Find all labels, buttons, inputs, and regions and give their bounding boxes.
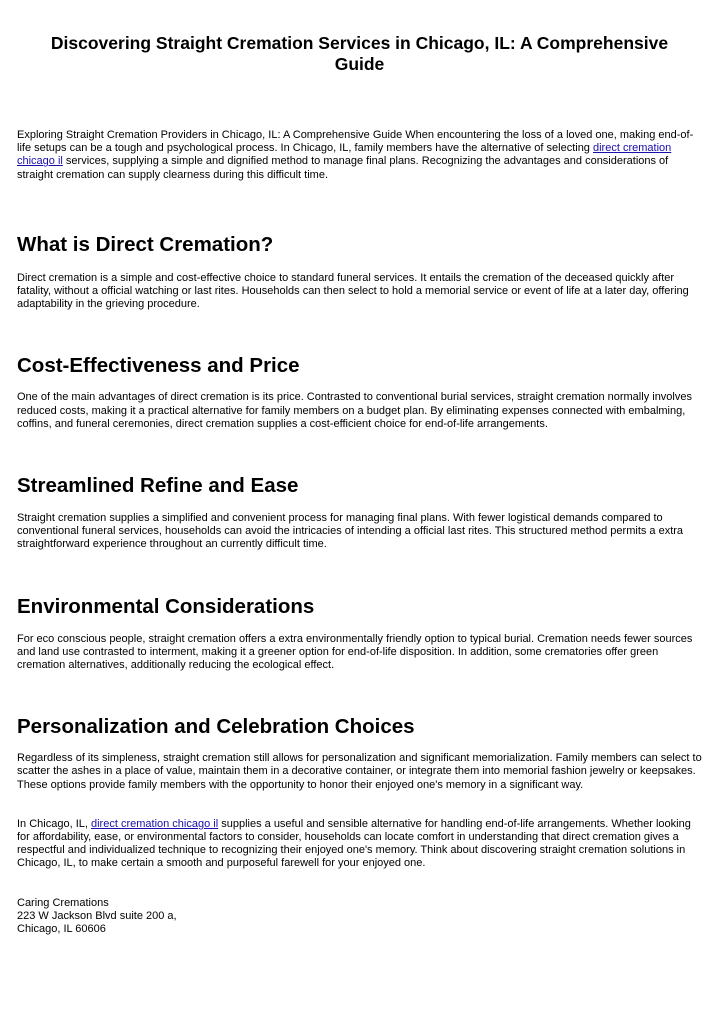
- intro-text-before-link: Exploring Straight Cremation Providers in Chicago, IL: A Comprehensive Guide When encountering the loss of a loved one, making end-of-life setups can be a tough and psychological process. In Chicago, IL, family members have the alternative of selecting: [17, 129, 694, 155]
- intro-link[interactable]: direct cremation chicago il: [17, 142, 672, 168]
- section-heading-personalization: Personalization and Celebration Choices: [17, 715, 415, 739]
- section-heading-environmental: Environmental Considerations: [17, 594, 315, 618]
- section-body-cost: One of the main advantages of direct cremation is its price. Contrasted to conventional burial services, straight cremation normally involves reduced costs, making it a practical alternative for family members on a budget plan. By eliminating expenses connected with embalming, coffins, and funeral ceremonies, direct cremation supplies a cost-efficient choice for end-of-life arrangements.: [17, 391, 692, 430]
- conclusion-paragraph: [17, 818, 702, 871]
- section-body-streamlined: Straight cremation supplies a simplified and convenient process for managing final plans. With fewer logistical demands compared to conventional funeral services, households can avoid the intricacies of intending a official last rites. This structured method permits a extra straightforward experience throughout an currently difficult time.: [17, 512, 684, 551]
- conclusion-text-before-link: In Chicago, IL,: [17, 817, 91, 830]
- street-address: 223 W Jackson Blvd suite 200 a,: [17, 909, 177, 922]
- section-body-personalization: Regardless of its simpleness, straight cremation still allows for personalization and significant memorialization. Family members can select to scatter the ashes in a place of value, maintain them in a decorative container, or integrate them into memorial fashion jewelry or keepsakes. These options provide family members with the opportunity to honor their enjoyed one's memory in a significant way.: [17, 752, 702, 791]
- business-name: Caring Cremations: [17, 896, 109, 909]
- section-body-direct-cremation: Direct cremation is a simple and cost-effective choice to standard funeral services. It entails the cremation of the deceased quickly after fatality, without a official watching or last rites. Households can then select to hold a memorial service or event of life at a later day, offering adaptability in the grieving procedure.: [17, 271, 689, 311]
- section-heading-streamlined: Streamlined Refine and Ease: [17, 474, 299, 498]
- page-title: Discovering Straight Cremation Services in Chicago, IL: A Comprehensive Guide: [50, 33, 669, 74]
- intro-paragraph: [17, 129, 702, 182]
- section-heading-cost: Cost-Effectiveness and Price: [17, 354, 300, 378]
- conclusion-link[interactable]: direct cremation chicago il: [91, 817, 219, 830]
- section-heading-direct-cremation: What is Direct Cremation?: [17, 232, 274, 256]
- section-body-environmental: For eco conscious people, straight cremation offers a extra environmentally friendly option to typical burial. Cremation needs fewer sources and land use contrasted to interment, making it a greener option for end-of-life disposition. In addition, some crematories offer green cremation alternatives, additionally reducing the ecological effect.: [17, 632, 693, 672]
- intro-text-after-link: services, supplying a simple and dignified method to manage final plans. Recognizing the advantages and considerations of straight cremation can supply clearness during this difficult time.: [17, 155, 669, 181]
- address-block: [17, 897, 702, 937]
- conclusion-text-after-link: supplies a useful and sensible alternative for handling end-of-life arrangements. Whether looking for affordability, ease, or environmental factors to consider, households can locate comfort in understanding that direct cremation gives a respectful and individualized technique to recognizing their enjoyed one's memory. Think about discovering straight cremation solutions in Chicago, IL, to make certain a smooth and purposeful farewell for your enjoyed one.: [17, 817, 691, 870]
- city-address: Chicago, IL 60606: [17, 923, 106, 936]
